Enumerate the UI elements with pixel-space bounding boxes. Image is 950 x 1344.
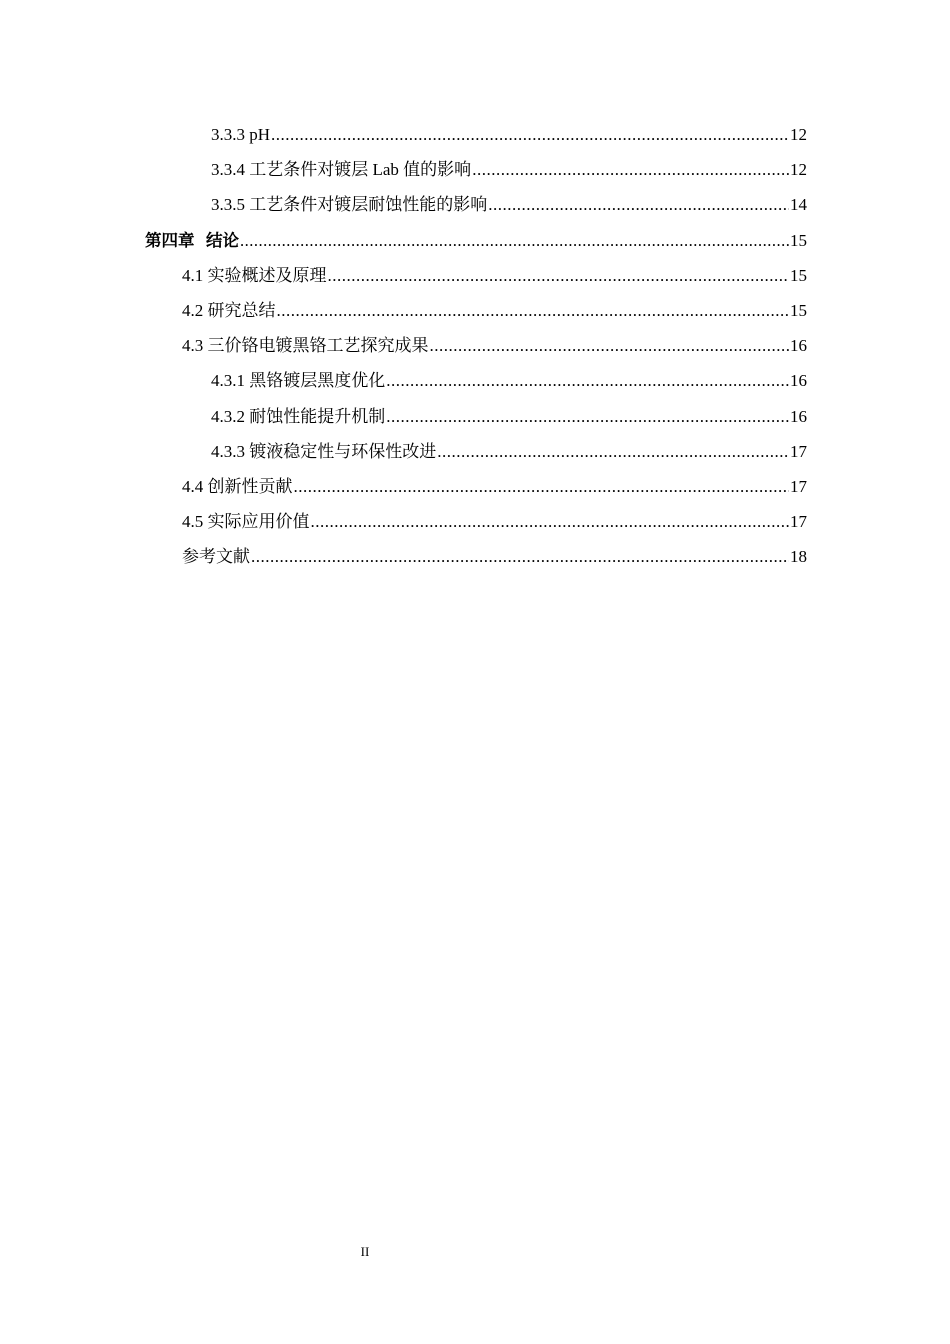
toc-dot-leader [430,328,790,363]
toc-dot-leader [328,258,790,293]
toc-entry-title: 3.3.3 pH [211,125,271,144]
toc-dot-leader [271,117,789,152]
toc-dot-leader [277,293,790,328]
toc-entry-page: 16 [790,336,807,356]
toc-entry-chapter-4[interactable] [145,223,807,258]
toc-entry-page: 16 [790,406,807,426]
toc-dot-leader [472,152,789,187]
toc-entry-4-3-3[interactable] [145,434,807,469]
toc-dot-leader [386,399,789,434]
page-number: II [360,1244,370,1259]
toc-entry-3-3-4[interactable] [145,152,807,187]
toc-dot-leader [488,187,789,222]
toc-entry-title: 4.3.3 镀液稳定性与环保性改进 [211,441,437,461]
toc-entry-title: 3.3.4 工艺条件对镀层 Lab 值的影响 [211,160,472,180]
toc-entry-4-1[interactable] [145,258,807,293]
toc-dot-leader [240,223,789,258]
toc-entry-4-2[interactable] [145,293,807,328]
toc-entry-title: 4.2 研究总结 [182,300,276,320]
toc-entry-page: 17 [790,441,807,461]
toc-entry-page: 15 [790,265,807,285]
table-of-contents [145,117,807,574]
toc-dot-leader [311,504,790,539]
toc-entry-4-5[interactable] [145,504,807,539]
toc-entry-4-4[interactable] [145,469,807,504]
toc-entry-title: 4.1 实验概述及原理 [182,265,327,285]
toc-entry-page: 17 [790,476,807,496]
toc-entry-4-3-1[interactable] [145,363,807,398]
toc-entry-references[interactable] [145,539,807,574]
toc-entry-3-3-3[interactable] [145,117,807,152]
toc-entry-page: 18 [790,547,807,567]
toc-entry-page: 15 [790,230,807,250]
toc-entry-title: 参考文献 [182,547,250,567]
toc-entry-title: 4.4 创新性贡献 [182,476,293,496]
toc-entry-page: 15 [790,300,807,320]
toc-entry-4-3-2[interactable] [145,399,807,434]
toc-entry-4-3[interactable] [145,328,807,363]
toc-entry-title: 4.3.1 黑铬镀层黑度优化 [211,371,386,391]
toc-entry-page: 17 [790,512,807,532]
toc-entry-page: 14 [790,195,807,215]
toc-dot-leader [294,469,790,504]
toc-entry-title: 3.3.5 工艺条件对镀层耐蚀性能的影响 [211,195,488,215]
toc-entry-title: 第四章 结论 [145,230,239,250]
toc-dot-leader [386,363,789,398]
toc-entry-title: 4.5 实际应用价值 [182,512,310,532]
toc-entry-title: 4.3 三价铬电镀黑铬工艺探究成果 [182,336,429,356]
toc-entry-page: 12 [790,160,807,180]
toc-dot-leader [437,434,789,469]
toc-entry-page: 12 [790,125,807,144]
toc-entry-title: 4.3.2 耐蚀性能提升机制 [211,406,386,426]
toc-entry-3-3-5[interactable] [145,187,807,222]
toc-entry-page: 16 [790,371,807,391]
toc-dot-leader [251,539,789,574]
